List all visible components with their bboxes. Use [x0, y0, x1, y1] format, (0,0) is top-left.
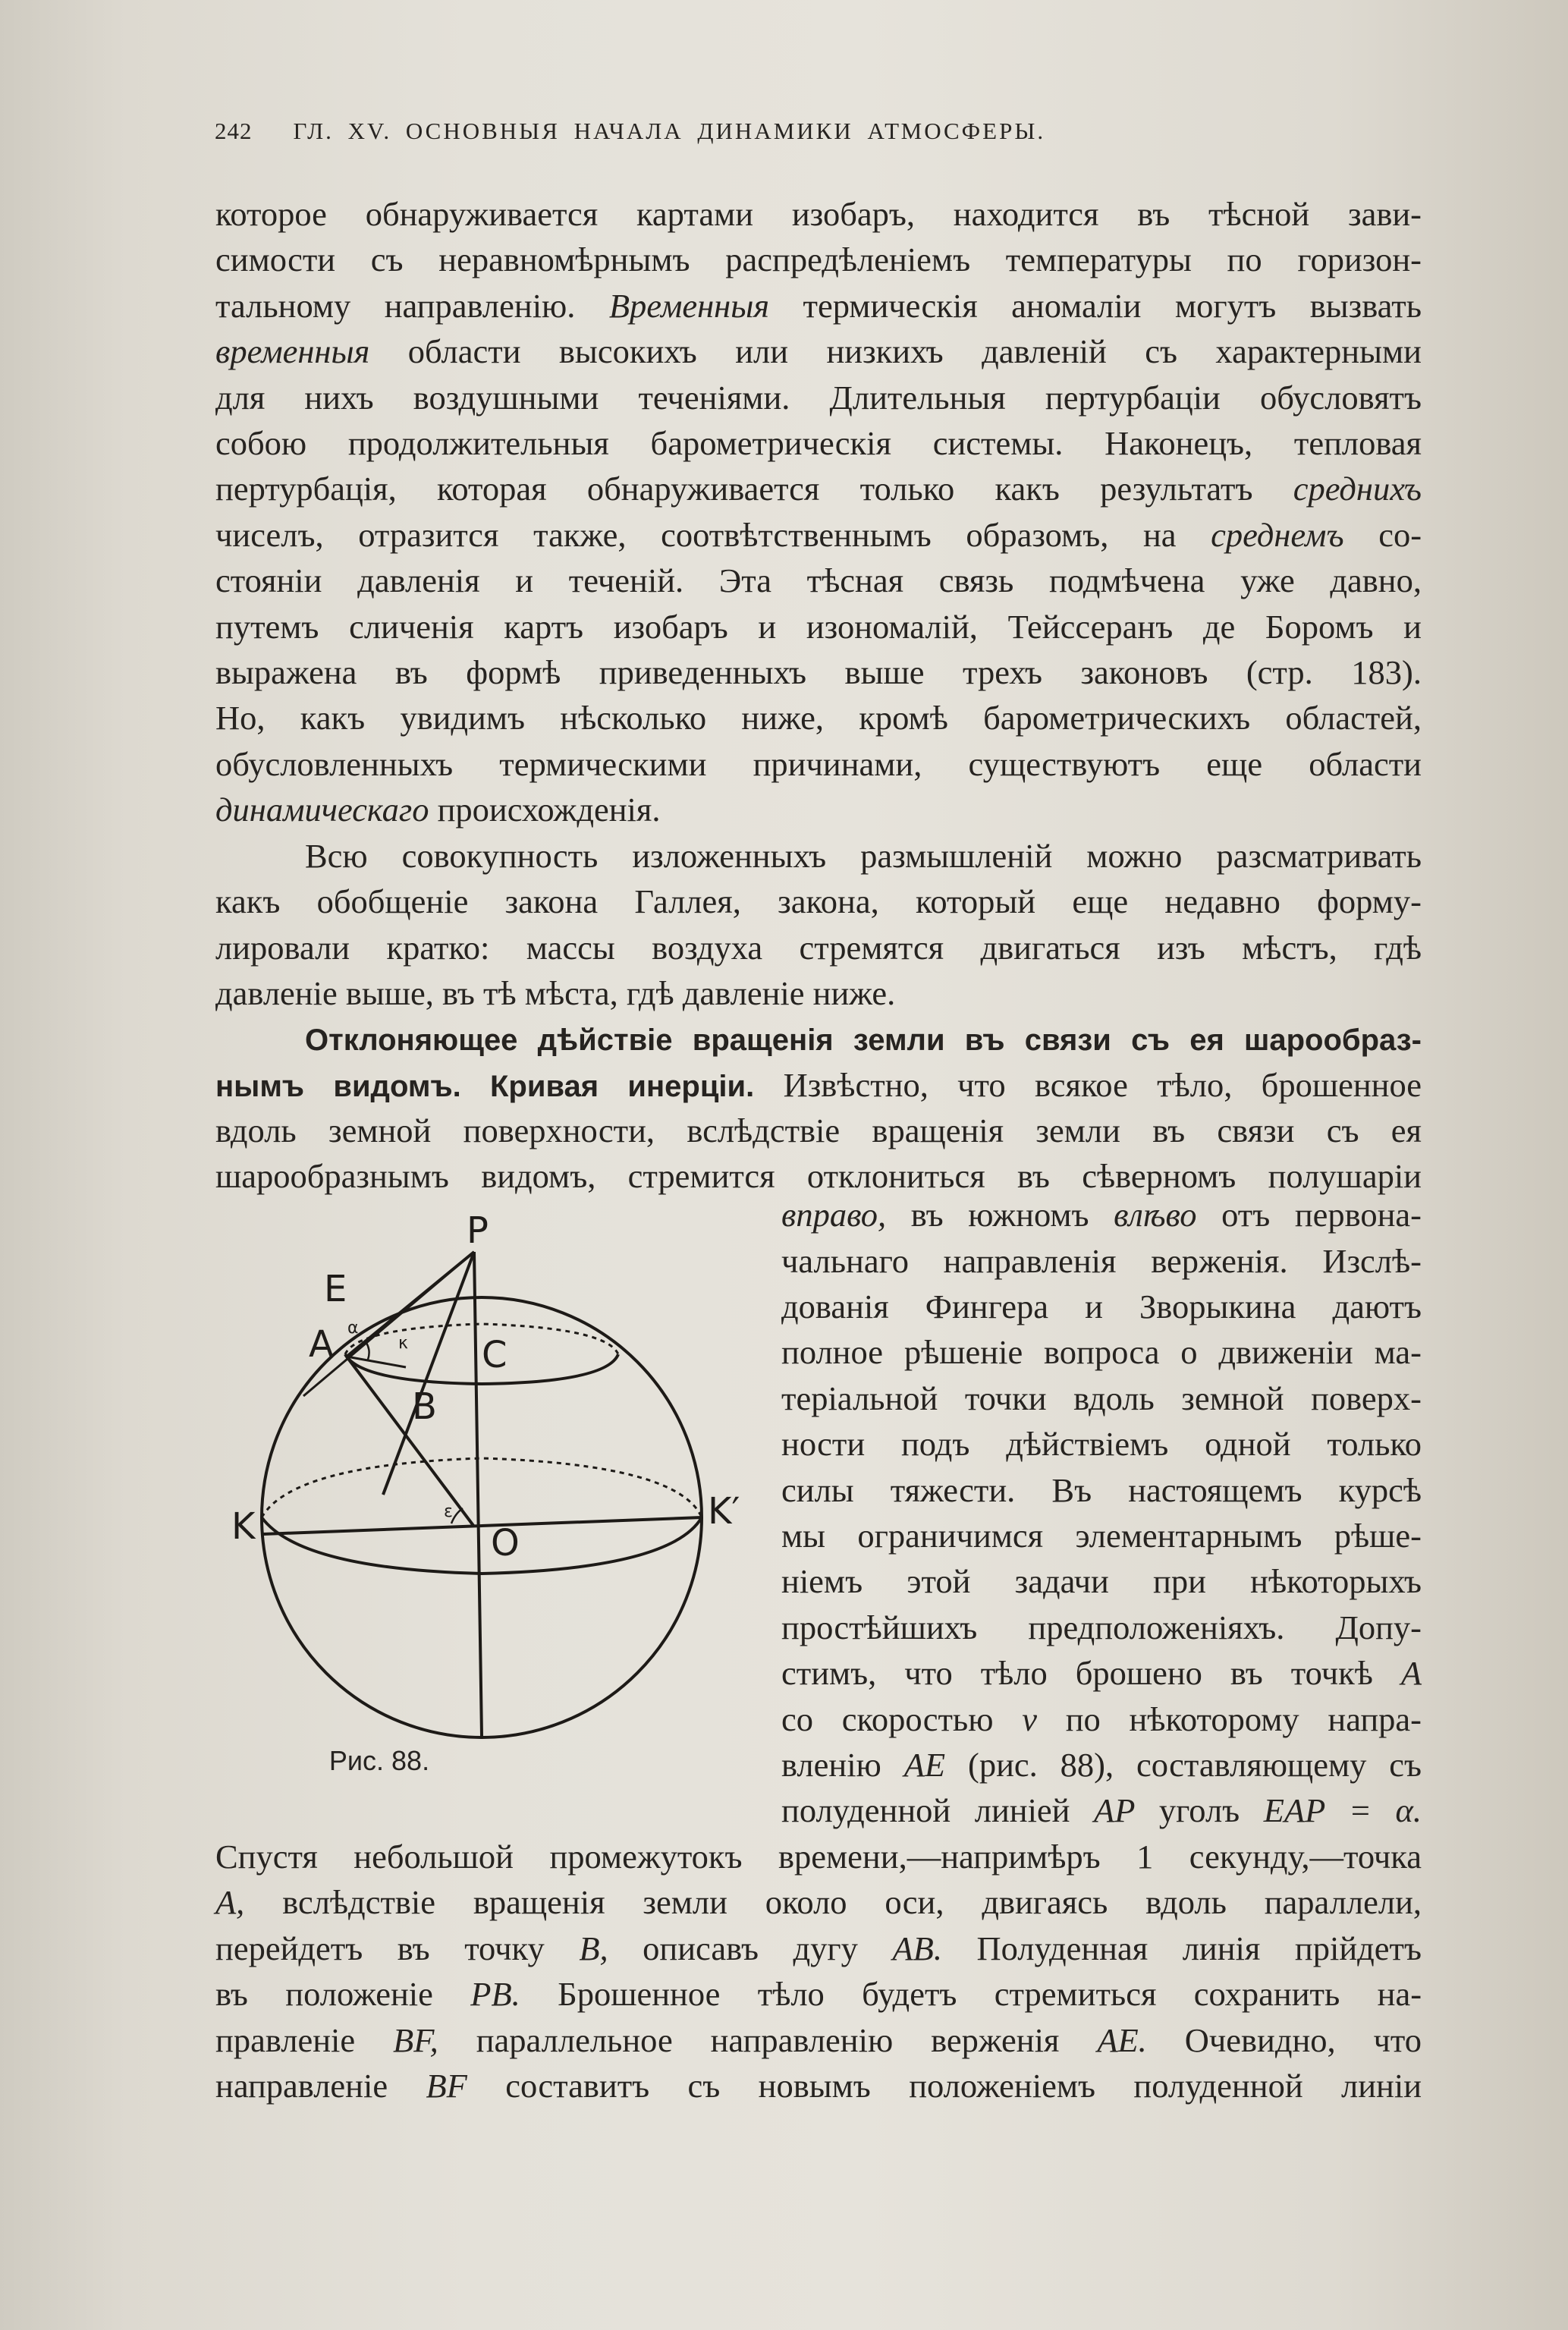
equator-back: [262, 1458, 702, 1517]
text-line: давленіе выше, въ тѣ мѣста, гдѣ давленіе ниже.: [215, 974, 896, 1012]
label-O: O: [491, 1522, 520, 1564]
text-line: какъ обобщеніе закона Галлея, закона, который еще недавно форму-: [215, 882, 1422, 920]
text-line: пертурбація, которая обнаруживается только какъ результатъ среднихъ: [215, 470, 1422, 508]
text-line: направленіе BF составитъ съ новымъ положеніемъ полуденной линіи: [215, 2067, 1422, 2105]
label-epsilon: ε: [444, 1502, 453, 1521]
text-line: динамическаго происхожденія.: [215, 791, 661, 829]
text-line: Спустя небольшой промежутокъ времени,—напримѣръ 1 секунду,—точка: [215, 1838, 1422, 1876]
text-line: выражена въ формѣ приведенныхъ выше трехъ законовъ (стр. 183).: [215, 653, 1422, 691]
label-B: B: [412, 1385, 437, 1428]
section-heading: Отклоняющее дѣйствіе вращенія земли въ связи съ ея шарообраз-: [305, 1024, 1422, 1057]
text-line: чиселъ, отразится также, соотвѣтственнымъ образомъ, на среднемъ со-: [215, 516, 1422, 554]
text-line: простѣйшихъ предположеніяхъ. Допу-: [781, 1608, 1422, 1646]
text-line: полуденной линіей AP уголъ EAP = α.: [781, 1791, 1422, 1829]
text-line: A, вслѣдствіе вращенія земли около оси, двигаясь вдоль параллели,: [215, 1883, 1422, 1921]
text-line: мы ограничимся элементарнымъ рѣше-: [781, 1517, 1422, 1555]
text-line: дованія Фингера и Зворыкина даютъ: [781, 1288, 1422, 1325]
text-line: собою продолжительныя барометрическія системы. Наконецъ, тепловая: [215, 424, 1422, 462]
text-line: со скоростью v по нѣкоторому напра-: [781, 1700, 1422, 1738]
label-P: P: [467, 1209, 489, 1252]
text-line: шарообразнымъ видомъ, стремится отклониться въ сѣверномъ полушаріи: [215, 1157, 1422, 1195]
label-kappa: κ: [398, 1334, 408, 1353]
text-line: правленіе BF, параллельное направленію верженія AE. Очевидно, что: [215, 2021, 1422, 2059]
text-line: обусловленныхъ термическими причинами, существуютъ еще области: [215, 745, 1422, 783]
text-line: вправо, въ южномъ влѣво отъ первона-: [781, 1196, 1422, 1234]
text-line: въ положеніе PB. Брошенное тѣло будетъ стремиться сохранить на-: [215, 1975, 1422, 2013]
text-line: силы тяжести. Въ настоящемъ курсѣ: [781, 1471, 1422, 1509]
text-line: симости съ неравномѣрнымъ распредѣленіемъ температуры по горизон-: [215, 241, 1422, 278]
text-line: ніемъ этой задачи при нѣкоторыхъ: [781, 1562, 1422, 1600]
text-line: Но, какъ увидимъ нѣсколько ниже, кромѣ барометрическихъ областей,: [215, 699, 1422, 737]
text-line: Всю совокупность изложенныхъ размышленій можно разсматривать: [305, 837, 1422, 875]
label-alpha: α: [347, 1319, 359, 1338]
globe-diagram: [224, 1206, 755, 1753]
text-line: вдоль земной поверхности, вслѣдствіе вращенія земли въ связи съ ея: [215, 1112, 1422, 1149]
text-line: ности подъ дѣйствіемъ одной только: [781, 1425, 1422, 1463]
text-line: для нихъ воздушными теченіями. Длительныя пертурбаціи обусловятъ: [215, 379, 1422, 417]
text-line: перейдетъ въ точку B, описавъ дугу AB. Полуденная линія прійдетъ: [215, 1929, 1422, 1967]
label-E: E: [324, 1268, 347, 1310]
label-A: A: [309, 1323, 334, 1366]
chapter-title: ГЛ. XV. ОСНОВНЫЯ НАЧАЛА ДИНАМИКИ АТМОСФЕРЫ.: [293, 118, 1046, 144]
text-line: лировали кратко: массы воздуха стремятся двигаться изъ мѣстъ, гдѣ: [215, 929, 1422, 967]
line-KK: [263, 1517, 702, 1534]
text-line: путемъ сличенія картъ изобаръ и изономалій, Тейссеранъ де Боромъ и: [215, 608, 1422, 646]
label-C: C: [482, 1334, 507, 1376]
text-line: вленію AE (рис. 88), составляющему съ: [781, 1746, 1422, 1784]
text-line: стояніи давленія и теченій. Эта тѣсная связь подмѣчена уже давно,: [215, 561, 1422, 599]
text-line: чальнаго направленія верженія. Изслѣ-: [781, 1242, 1422, 1280]
running-header: [215, 118, 1322, 145]
text-line: нымъ видомъ. Кривая инерціи. Извѣстно, что всякое тѣло, брошенное: [215, 1066, 1422, 1104]
text-line: временныя области высокихъ или низкихъ давленій съ характерными: [215, 332, 1422, 370]
label-K-prime: K′: [708, 1490, 740, 1533]
label-K: K: [231, 1505, 256, 1548]
text-line: полное рѣшеніе вопроса о движеніи ма-: [781, 1333, 1422, 1371]
page-number: 242: [215, 118, 253, 144]
figure-88: [224, 1206, 755, 1753]
text-line: которое обнаруживается картами изобаръ, находится въ тѣсной зави-: [215, 195, 1422, 233]
text-line: тальному направленію. Временныя термическія аномаліи могутъ вызвать: [215, 287, 1422, 325]
figure-caption: Рис. 88.: [328, 1745, 430, 1776]
text-line: стимъ, что тѣло брошено въ точкѣ A: [781, 1654, 1422, 1692]
text-line: теріальной точки вдоль земной поверх-: [781, 1379, 1422, 1417]
